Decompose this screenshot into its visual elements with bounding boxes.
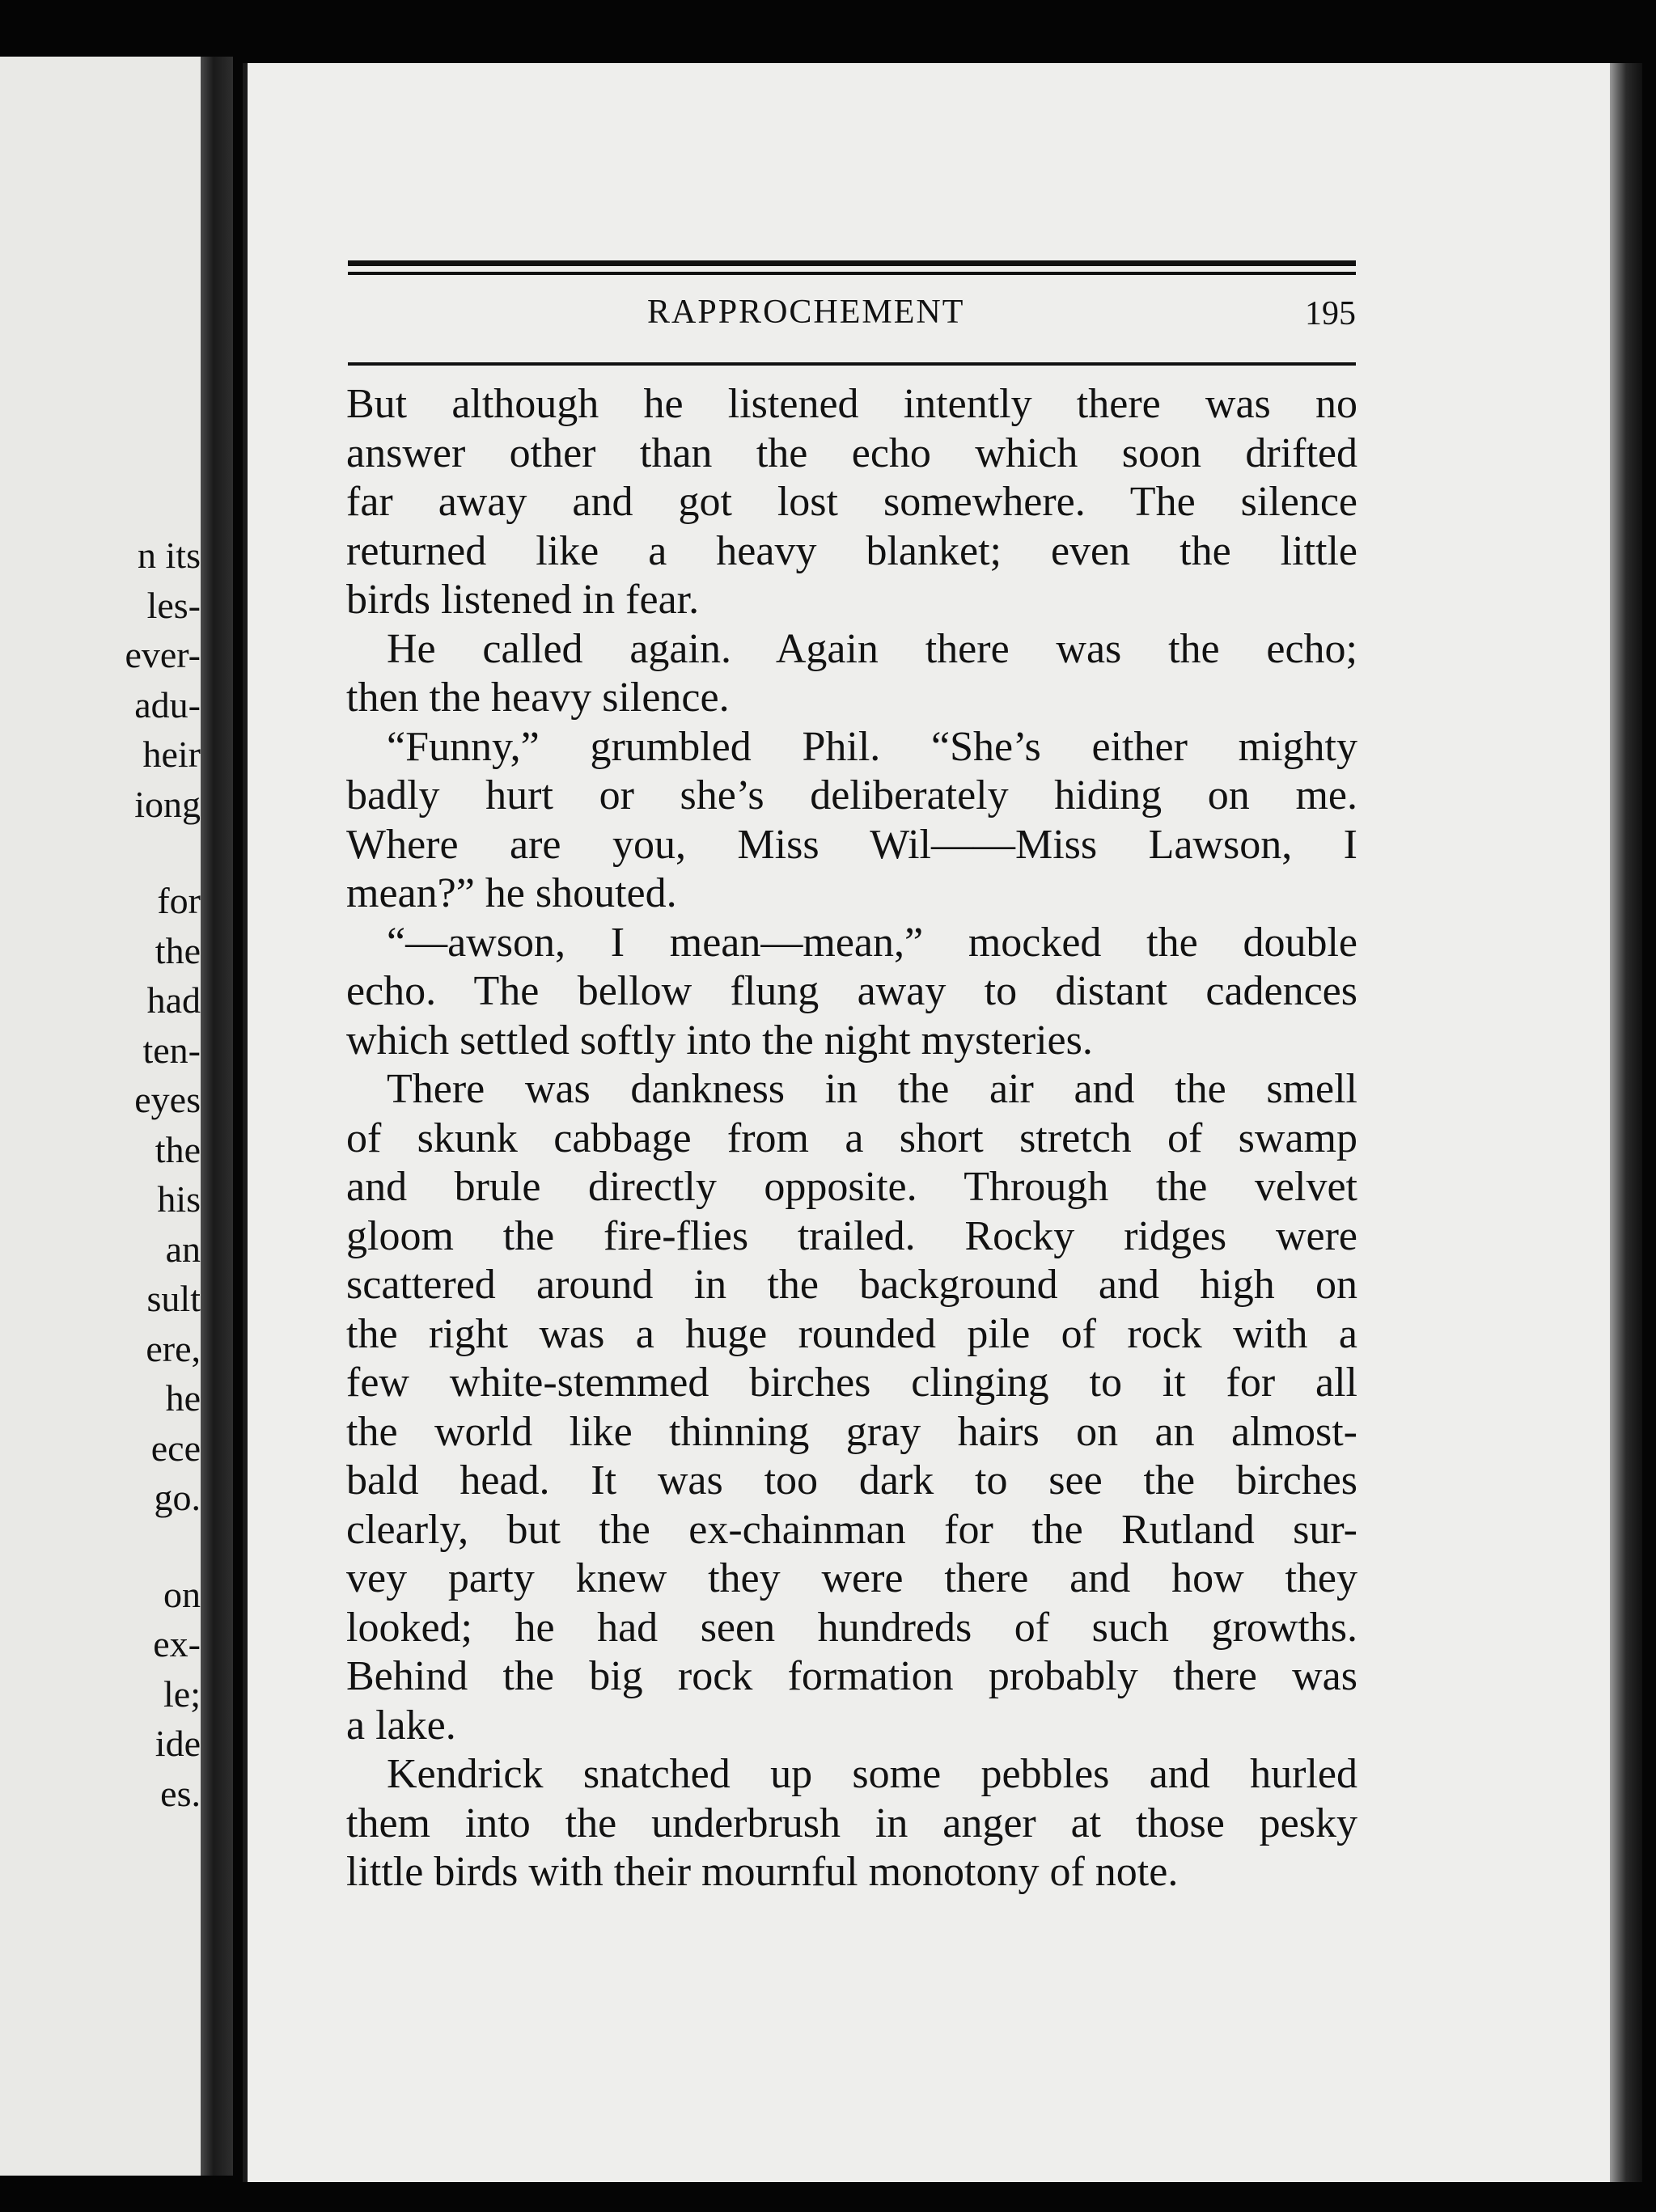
facing-page-line: for bbox=[157, 880, 201, 921]
facing-page-text bbox=[0, 57, 201, 2176]
text-line: the right was a huge rounded pile of rock with a bbox=[346, 1310, 1357, 1357]
facing-page-line: the bbox=[155, 929, 201, 971]
text-line: He called again. Again there was the echo; bbox=[387, 625, 1357, 672]
text-line: Kendrick snatched up some pebbles and hurled bbox=[387, 1751, 1357, 1797]
text-line: returned like a heavy blanket; even the little bbox=[346, 527, 1357, 574]
facing-page-line: ten- bbox=[142, 1029, 201, 1071]
text-line: looked; he had seen hundreds of such growths. bbox=[346, 1604, 1357, 1651]
text-line: the world like thinning gray hairs on an almost- bbox=[346, 1408, 1357, 1455]
facing-page-line: go. bbox=[154, 1477, 201, 1518]
text-line: But although he listened intently there was no bbox=[346, 381, 1357, 427]
text-line: Where are you, Miss Wil——Miss Lawson, I bbox=[346, 821, 1357, 868]
header-double-rule-bottom bbox=[348, 272, 1356, 275]
facing-page-line: heir bbox=[142, 734, 201, 775]
page-edge bbox=[1610, 63, 1642, 2182]
text-line: scattered around in the background and high on bbox=[346, 1262, 1357, 1308]
text-line: little birds with their mournful monotony of note. bbox=[346, 1849, 1179, 1895]
text-line: vey party knew they were there and how they bbox=[346, 1555, 1357, 1601]
text-line: then the heavy silence. bbox=[346, 675, 730, 721]
facing-page-line: n its bbox=[138, 535, 201, 576]
text-line: a lake. bbox=[346, 1702, 456, 1749]
facing-page-line: ex- bbox=[153, 1623, 201, 1664]
text-line: birds listened in fear. bbox=[346, 577, 700, 623]
header-double-rule-top bbox=[348, 260, 1356, 266]
running-head-title: RAPPROCHEMENT bbox=[647, 294, 965, 331]
text-line: clearly, but the ex-chainman for the Rutland sur- bbox=[346, 1506, 1357, 1553]
text-line: them into the underbrush in anger at those pesky bbox=[346, 1800, 1357, 1846]
facing-page-line: an bbox=[165, 1228, 201, 1270]
text-line: which settled softly into the night mysteries. bbox=[346, 1017, 1093, 1064]
text-line: few white-stemmed birches clinging to it for all bbox=[346, 1360, 1357, 1406]
facing-page-line: iong bbox=[134, 783, 201, 825]
facing-page-line: ece bbox=[150, 1427, 201, 1469]
facing-page-line: sult bbox=[146, 1278, 201, 1319]
facing-page bbox=[0, 57, 201, 2176]
text-line: bald head. It was too dark to see the birches bbox=[346, 1457, 1357, 1504]
facing-page-line: on bbox=[163, 1573, 201, 1615]
page-number: 195 bbox=[1305, 295, 1356, 332]
facing-page-line: eyes bbox=[134, 1079, 201, 1120]
text-line: gloom the fire-flies trailed. Rocky ridges were bbox=[346, 1212, 1357, 1259]
text-line: of skunk cabbage from a short stretch of swamp bbox=[346, 1114, 1357, 1161]
facing-page-line: he bbox=[165, 1377, 201, 1419]
header-rule bbox=[348, 362, 1356, 366]
facing-page-line: es. bbox=[160, 1772, 201, 1814]
facing-page-line: the bbox=[155, 1128, 201, 1170]
text-line: answer other than the echo which soon drifted bbox=[346, 429, 1357, 476]
facing-page-line: his bbox=[157, 1178, 201, 1220]
facing-page-line: le; bbox=[163, 1673, 201, 1715]
text-line: echo. The bellow flung away to distant cadences bbox=[346, 968, 1357, 1014]
text-line: far away and got lost somewhere. The silence bbox=[346, 479, 1357, 525]
facing-page-line: had bbox=[146, 979, 201, 1021]
facing-page-line: ere, bbox=[146, 1327, 201, 1369]
text-line: Behind the big rock formation probably there was bbox=[346, 1653, 1357, 1699]
facing-page-line: ide bbox=[155, 1723, 201, 1764]
body-text bbox=[346, 380, 1357, 1897]
facing-page-line: adu- bbox=[134, 683, 201, 725]
text-line: and brule directly opposite. Through the velvet bbox=[346, 1164, 1357, 1210]
text-line: mean?” he shouted. bbox=[346, 870, 677, 916]
text-line: “—awson, I mean—mean,” mocked the double bbox=[387, 919, 1357, 966]
facing-page-line: ever- bbox=[125, 634, 201, 675]
running-head bbox=[348, 293, 1356, 341]
text-line: There was dankness in the air and the smell bbox=[387, 1066, 1357, 1112]
text-line: badly hurt or she’s deliberately hiding on me. bbox=[346, 772, 1357, 818]
text-line: “Funny,” grumbled Phil. “She’s either mighty bbox=[387, 723, 1357, 770]
facing-page-line: les- bbox=[146, 584, 201, 626]
book-gutter bbox=[201, 57, 233, 2176]
